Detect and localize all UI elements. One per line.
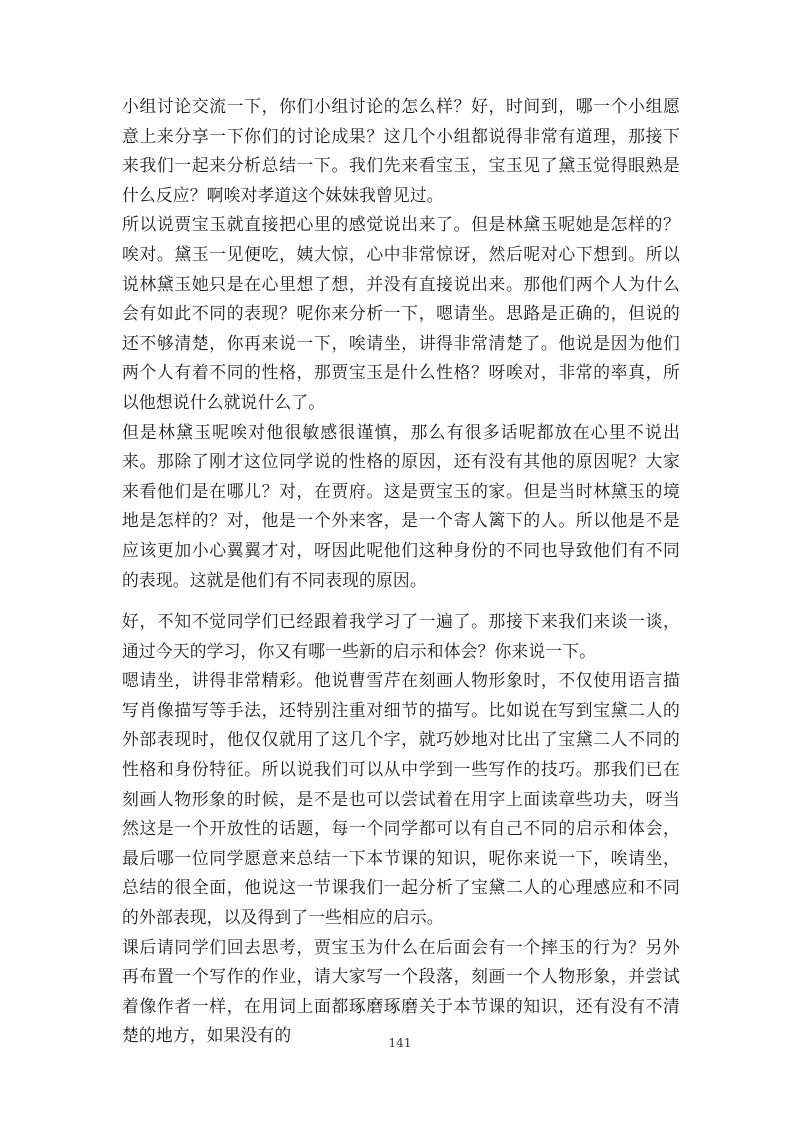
paragraph-3: 但是林黛玉呢唉对他很敏感很谨慎，那么有很多话呢都放在心里不说出来。那除了刚才这位同学说的性格的原因，还有没有其他的原因呢？大家来看他们是在哪儿？对，在贾府。这是贾宝玉的家。但是当时林黛玉的境地是怎样的？对，他是一个外来客，是一个寄人篱下的人。所以他是不是应该更加小心翼翼才对，呀因此呢他们这种身份的不同也导致他们有不同的表现。这就是他们有不同表现的原因。 bbox=[122, 421, 680, 590]
page-number: 141 bbox=[388, 1036, 412, 1050]
paragraph-5: 嗯请坐，讲得非常精彩。他说曹雪芹在刻画人物形象时，不仅使用语言描写肖像描写等手法，还特别注重对细节的描写。比如说在写到宝黛二人的外部表现时，他仅仅就用了这几个字，就巧妙地对比出了宝黛二人不同的性格和身份特征。所以说我们可以从中学到一些写作的技巧。那我们已在刻画人物形象的时候，是不是也可以尝试着在用字上面读章些功夫，呀当然这是一个开放性的话题，每一个同学都可以有自己不同的启示和体会，最后哪一位同学愿意来总结一下本节课的知识，呢你来说一下，唉请坐，总结的很全面，他说这一节课我们一起分析了宝黛二人的心理感应和不同的外部表现，以及得到了一些相应的启示。 bbox=[122, 670, 680, 928]
body-text bbox=[122, 92, 680, 1051]
paragraph-1: 小组讨论交流一下，你们小组讨论的怎么样？好，时间到，哪一个小组愿意上来分享一下你们的讨论成果？这几个小组都说得非常有道理，那接下来我们一起来分析总结一下。我们先来看宝玉，宝玉见了黛玉觉得眼熟是什么反应？啊唉对孝道这个妹妹我曾见过。 bbox=[122, 96, 680, 205]
paragraph-6: 课后请同学们回去思考，贾宝玉为什么在后面会有一个摔玉的行为？另外再布置一个写作的作业，请大家写一个段落，刻画一个人物形象，并尝试着像作者一样，在用词上面都琢磨琢磨关于本节课的知识，还有没有不清楚的地方，如果没有的 bbox=[122, 936, 680, 1046]
paragraph-2: 所以说贾宝玉就直接把心里的感觉说出来了。但是林黛玉呢她是怎样的？唉对。黛玉一见便吃，姨大惊，心中非常惊讶，然后呢对心下想到。所以说林黛玉她只是在心里想了想，并没有直接说出来。那他们两个人为什么会有如此不同的表现？呢你来分析一下，嗯请坐。思路是正确的，但说的还不够清楚，你再来说一下，唉请坐，讲得非常清楚了。他说是因为他们两个人有着不同的性格，那贾宝玉是什么性格？呀唉对，非常的率真，所以他想说什么就说什么了。 bbox=[122, 214, 680, 412]
paragraph-4: 好，不知不觉同学们已经跟着我学习了一遍了。那接下来我们来谈一谈，通过今天的学习，你又有哪一些新的启示和体会？你来说一下。 bbox=[122, 611, 680, 661]
